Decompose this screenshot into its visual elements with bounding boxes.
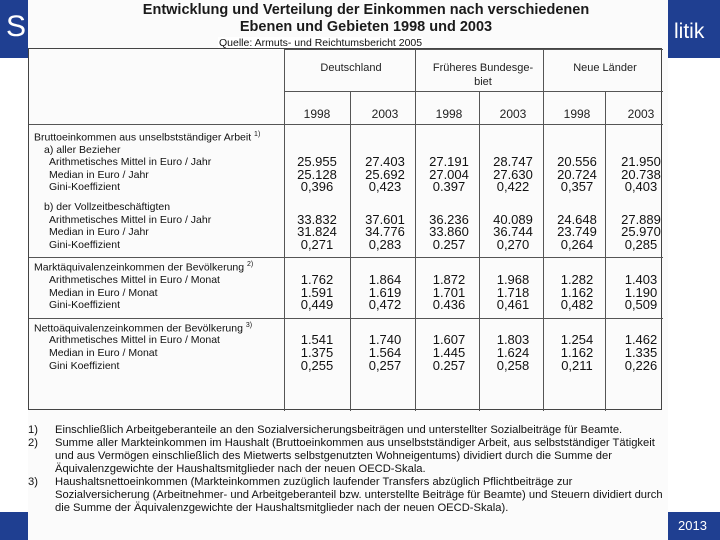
cell-value: 0,357 [560,179,594,195]
cell-value: 0,482 [560,297,594,313]
cell-value: 1.619 [368,284,402,300]
row-label: Median in Euro / Monat [49,347,158,359]
footnote-text: Haushaltsnettoeinkommen (Markteinkommen zuzüglich laufender Transfers abzüglich Pflichtbeiträge zur Sozialversicherung (Arbeitnehmer- und Arbeitgeberanteil bzw. unterstellte Beiträge für Beamte) und Steuern dividiert durch die Summe der Äquivalenzgewichte der Haushaltsmitglieder nach der neuen OECD-Skala). [55,476,663,514]
cell-value: 25.692 [365,166,405,182]
row-label: Gini-Koeffizient [49,238,121,251]
cell-value: 1.564 [368,345,402,360]
cell-value: 36.744 [493,224,533,240]
row-label: Arithmetisches Mittel in Euro / Monat [49,334,220,347]
section-title [34,322,252,335]
year-header: 1998 [563,107,591,121]
cell-value: 1.162 [560,345,594,360]
cell-value: 0.257 [432,357,466,373]
income-table [28,48,662,410]
cell-value: 0,255 [300,357,334,373]
source-caption: Quelle: Armuts- und Reichtumsbericht 2005 [219,37,423,49]
cell-value: 1.462 [624,332,658,348]
cell-value: 24.648 [557,211,597,227]
cell-value: 20.724 [557,166,597,182]
cell-value: 1.864 [368,272,402,287]
cell-value: 34.776 [365,224,405,240]
cell-value: 0,257 [368,357,402,373]
cell-value: 27.889 [621,211,661,227]
document-title-line1: Entwicklung und Verteilung der Einkommen nach verschiedenen [142,2,590,18]
cell-value: 0,270 [496,236,530,252]
cell-value: 25.955 [297,154,337,170]
rule-label-col [284,49,285,411]
cell-value: 1.445 [432,345,466,360]
cell-value: 1.403 [624,272,658,287]
cell-value: 1.762 [300,272,334,287]
cell-value: 20.738 [621,166,661,182]
cell-value: 0,283 [368,236,402,252]
footnote-text: Einschließlich Arbeitgeberanteile an den Sozialversicherungsbeiträgen und unterstellter Sozialbeiträge für Beamte. [55,424,623,436]
cell-value: 27.004 [429,166,469,182]
cell-value: 1.190 [624,284,658,300]
cell-value: 1.607 [432,332,466,348]
cell-value: 0,396 [300,179,334,195]
footnote-item [28,437,668,476]
cell-value: 27.191 [429,154,469,170]
cell-value: 0,472 [368,297,402,313]
footnote-number: 1) [28,424,38,436]
cell-value: 0,461 [496,297,530,313]
row-label: Arithmetisches Mittel in Euro / Jahr [49,156,212,169]
cell-value: 21.950 [621,154,661,170]
cell-value: 0.257 [432,236,466,252]
cell-value: 1.162 [560,284,594,300]
cell-value: 0,264 [560,236,594,252]
row-label: Arithmetisches Mittel in Euro / Monat [49,274,220,286]
cell-value: 33.860 [429,224,469,240]
cell-value: 27.630 [493,166,533,182]
group-subtitle: a) aller Bezieher [44,143,121,156]
cell-value: 23.749 [557,224,597,240]
footnote-ref: 2) [247,261,254,269]
footnote-ref: 3) [245,321,253,329]
cell-value: 0,403 [624,179,658,195]
section-title [34,261,253,274]
row-label: Gini-Koeffizient [49,299,121,312]
cell-value: 27.403 [365,154,405,170]
footnote-number: 2) [28,437,38,449]
cell-value: 36.236 [429,211,469,227]
section-title [34,131,260,144]
region-header: Deutschland [320,62,382,74]
slide-title-fragment-left: S [6,10,27,43]
footnote-text: Summe aller Markteinkommen im Haushalt (Bruttoeinkommen aus unselbstständiger Arbeit, aus selbstständiger Tätigkeit und aus Vermögen einschließlich des Mietwerts selbstgenutzten Wohneigentums) dividiert durch die Summe der Äquivalenzgewichte der Haushaltsmitglieder nach der neuen OECD-Skala. [55,437,655,475]
rule-year-fb [479,91,480,411]
cell-value: 33.832 [297,211,337,227]
cell-value: 1.335 [624,345,658,360]
rule-region2 [543,49,544,411]
region-header: Früheres Bundesge- biet [432,62,534,88]
cell-value: 0,258 [496,357,530,373]
cell-value: 1.803 [496,332,530,348]
cell-value: 1.254 [560,332,594,348]
footnote-item [28,424,668,437]
rule-top [284,49,663,50]
cell-value: 1.740 [368,332,402,348]
rule-under-regions [284,91,663,92]
slide-title-fragment-right: litik [674,20,705,43]
section-divider [29,318,663,319]
cell-value: 0.436 [432,297,466,313]
cell-value: 0,449 [300,297,334,313]
cell-value: 40.089 [493,211,533,227]
cell-value: 1.968 [496,272,530,287]
row-label: Median in Euro / Monat [49,286,158,299]
section-title-text: Marktäquivalenzeinkommen der Bevölkerung [34,261,245,274]
cell-value: 1.872 [432,272,466,287]
year-header: 2003 [627,107,655,121]
section-title-text: Bruttoeinkommen aus unselbstständiger Arbeit [34,131,252,144]
scanned-document [28,0,668,540]
row-label: Gini-Koeffizient [49,181,121,194]
row-label: Median in Euro / Jahr [49,168,149,181]
row-label: Median in Euro / Jahr [49,226,149,239]
cell-value: 1.701 [432,284,466,300]
year-header: 2003 [499,107,527,121]
region-header: Neue Länder [573,62,637,74]
year-header: 1998 [303,107,331,121]
footnote-number: 3) [28,476,38,488]
footnotes [28,424,668,515]
cell-value: 0,285 [624,236,658,252]
cell-value: 1.624 [496,345,530,360]
section-title-text: Nettoäquivalenzeinkommen der Bevölkerung [34,322,243,335]
footnote-ref: 1) [254,131,261,138]
cell-value: 1.591 [300,284,334,300]
cell-value: 0,423 [368,179,402,195]
cell-value: 0,509 [624,297,658,313]
cell-value: 31.824 [297,224,337,240]
rule-region1 [415,49,416,411]
slide-footer-year: 2013 [678,518,707,533]
cell-value: 1.282 [560,272,594,287]
cell-value: 0,422 [496,179,530,195]
cell-value: 37.601 [365,211,405,227]
cell-value: 28.747 [493,154,533,170]
cell-value: 0,211 [561,357,593,373]
year-header: 2003 [371,107,399,121]
cell-value: 25.128 [297,166,337,182]
row-label: Arithmetisches Mittel in Euro / Jahr [49,213,212,226]
row-label: Gini Koeffizient [49,359,120,372]
year-header: 1998 [435,107,463,121]
cell-value: 1.541 [300,332,334,348]
cell-value: 20.556 [557,154,597,170]
rule-year-dl [350,91,351,411]
footnote-item [28,476,668,515]
document-title-line2: Ebenen und Gebieten 1998 und 2003 [239,19,493,35]
cell-value: 1.718 [496,284,530,300]
cell-value: 0.397 [432,179,466,195]
section-divider [29,257,663,258]
rule-under-years [29,124,663,125]
cell-value: 0,271 [300,236,334,252]
group-subtitle: b) der Vollzeitbeschäftigten [44,201,171,213]
cell-value: 1.375 [300,345,334,360]
cell-value: 0,226 [624,357,658,373]
cell-value: 25.970 [621,224,661,240]
